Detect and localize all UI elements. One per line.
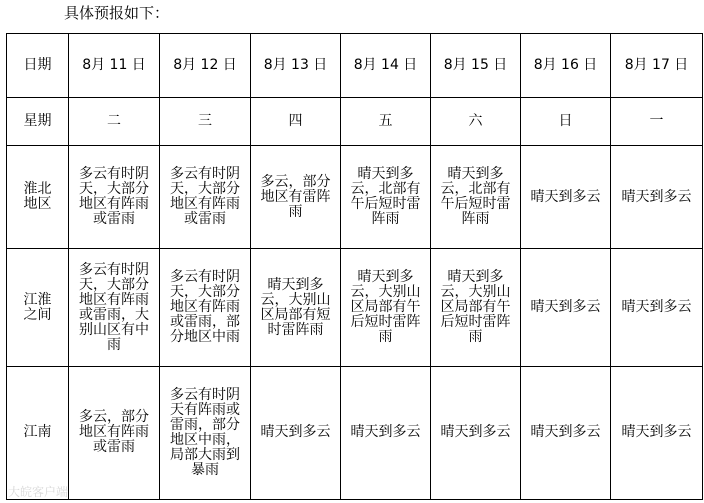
date-row [7, 34, 703, 98]
forecast-cell: 晴天到多云 [521, 366, 611, 499]
forecast-cell: 多云有时阴天，大部分地区有阵雨或雷雨，部分地区中雨 [160, 249, 251, 366]
forecast-cell: 晴天到多云，大别山区局部有午后短时雷阵雨 [431, 249, 521, 366]
date-cell: 8月 14 日 [341, 34, 431, 98]
forecast-cell: 多云，部分地区有雷阵雨 [251, 146, 341, 249]
date-header: 日期 [7, 34, 69, 98]
date-cell: 8月 12 日 [160, 34, 251, 98]
forecast-cell: 晴天到多云 [521, 146, 611, 249]
forecast-cell: 多云有时阴天，大部分地区有阵雨或雷雨 [69, 146, 160, 249]
forecast-cell: 晴天到多云，北部有午后短时雷阵雨 [431, 146, 521, 249]
weekday-header: 星期 [7, 98, 69, 146]
forecast-cell: 晴天到多云 [341, 366, 431, 499]
date-cell: 8月 13 日 [251, 34, 341, 98]
forecast-cell: 晴天到多云 [611, 249, 703, 366]
forecast-cell: 晴天到多云 [611, 146, 703, 249]
forecast-cell: 多云，部分地区有阵雨或雷雨 [69, 366, 160, 499]
forecast-cell: 晴天到多云 [521, 249, 611, 366]
forecast-cell: 晴天到多云 [251, 366, 341, 499]
date-cell: 8月 15 日 [431, 34, 521, 98]
watermark: 大皖客户端 [8, 485, 69, 499]
weekday-cell: 五 [341, 98, 431, 146]
weekday-cell: 六 [431, 98, 521, 146]
weekday-cell: 三 [160, 98, 251, 146]
region-row-jianghuai [7, 249, 703, 366]
weekday-cell: 日 [521, 98, 611, 146]
forecast-table [6, 33, 703, 500]
weekday-row [7, 98, 703, 146]
date-cell: 8月 16 日 [521, 34, 611, 98]
forecast-cell: 晴天到多云 [611, 366, 703, 499]
region-name: 江南 [7, 366, 69, 499]
forecast-cell: 多云有时阴天有阵雨或雷雨，部分地区中雨，局部大雨到暴雨 [160, 366, 251, 499]
forecast-cell: 晴天到多云 [431, 366, 521, 499]
region-name: 淮北地区 [7, 146, 69, 249]
region-name: 江淮之间 [7, 249, 69, 366]
region-row-jiangnan [7, 366, 703, 499]
date-cell: 8月 11 日 [69, 34, 160, 98]
region-row-huaibei [7, 146, 703, 249]
weekday-cell: 二 [69, 98, 160, 146]
forecast-cell: 多云有时阴天，大部分地区有阵雨或雷雨，大别山区有中雨 [69, 249, 160, 366]
date-cell: 8月 17 日 [611, 34, 703, 98]
forecast-cell: 晴天到多云，大别山区局部有短时雷阵雨 [251, 249, 341, 366]
forecast-cell: 晴天到多云，大别山区局部有午后短时雷阵雨 [341, 249, 431, 366]
forecast-cell: 多云有时阴天，大部分地区有阵雨或雷雨 [160, 146, 251, 249]
weekday-cell: 一 [611, 98, 703, 146]
intro-text: 具体预报如下： [64, 4, 170, 22]
weekday-cell: 四 [251, 98, 341, 146]
forecast-cell: 晴天到多云，北部有午后短时雷阵雨 [341, 146, 431, 249]
